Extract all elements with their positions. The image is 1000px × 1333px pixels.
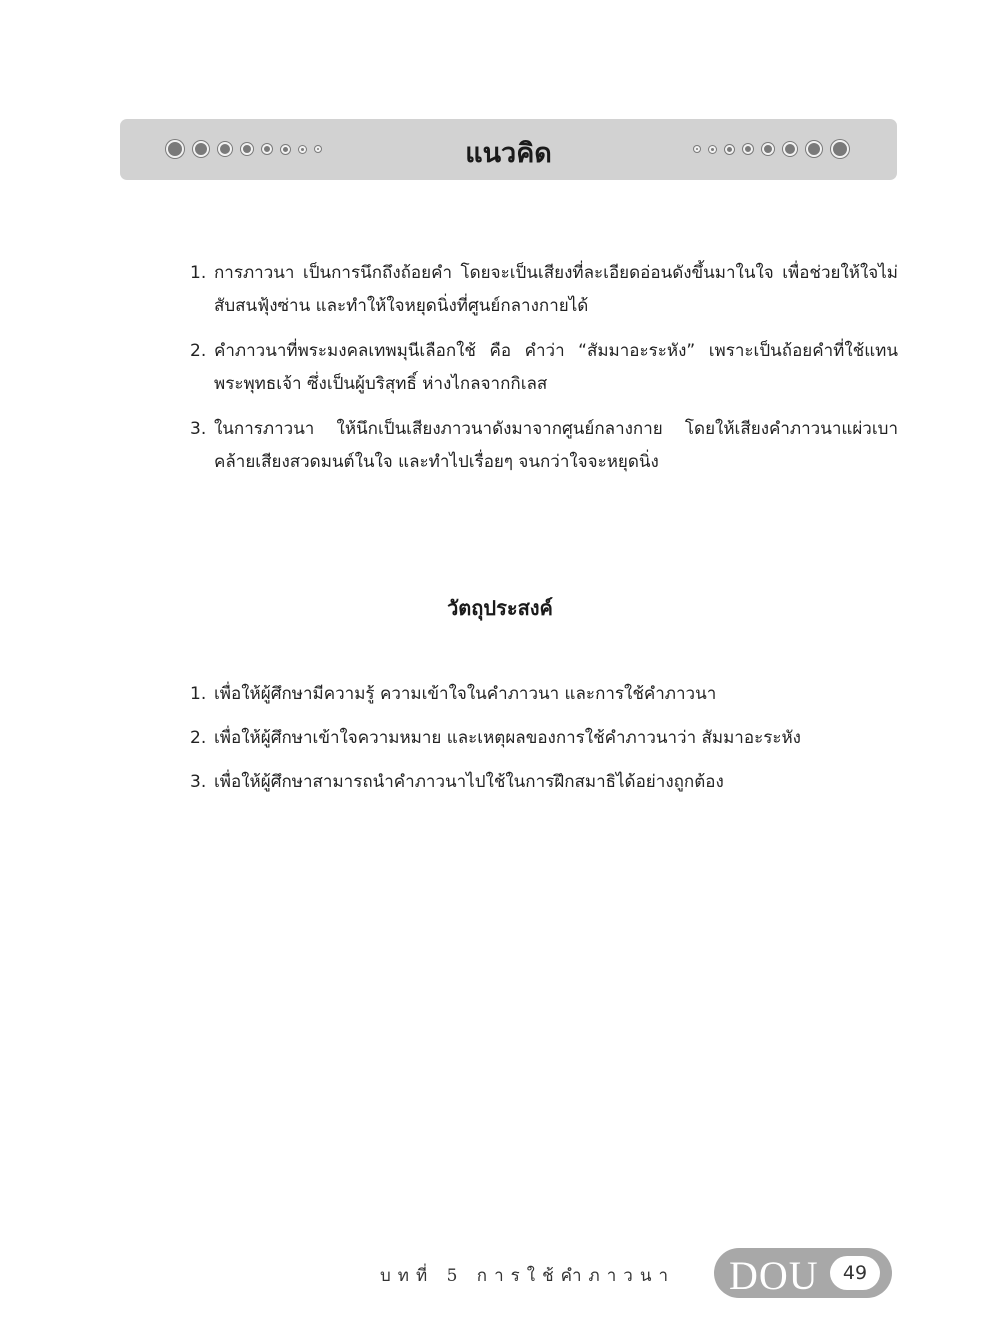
item-number: 2. (190, 728, 207, 748)
ornament-dot-icon (762, 143, 774, 155)
item-text: ในการภาวนา ให้นึกเป็นเสียงภาวนาดังมาจากศูนย์กลางกาย โดยให้เสียงคำภาวนาแผ่วเบาคล้ายเสียงสวดมนต์ในใจ และทำไปเรื่อยๆ จนกว่าใจจะหยุดนิ่ง (214, 419, 898, 472)
item-text: เพื่อให้ผู้ศึกษามีความรู้ ความเข้าใจในคำภาวนา และการใช้คำภาวนา (214, 684, 717, 704)
dou-logo: DOU (729, 1253, 819, 1298)
list-item (190, 257, 898, 323)
objectives-list (190, 678, 898, 810)
concepts-list (190, 257, 898, 491)
list-item (190, 413, 898, 479)
banner-dots-right (685, 139, 849, 159)
item-text: เพื่อให้ผู้ศึกษาเข้าใจความหมาย และเหตุผลของการใช้คำภาวนาว่า สัมมาอะระหัง (214, 728, 801, 748)
footer-chapter-title: บทที่ 5 การใช้คำภาวนา (379, 1266, 675, 1286)
section-banner (120, 119, 897, 180)
item-text: การภาวนา เป็นการนึกถึงถ้อยคำ โดยจะเป็นเสียงที่ละเอียดอ่อนดังขึ้นมาในใจ เพื่อช่วยให้ใจไม่สับสนฟุ้งซ่าน และทำให้ใจหยุดนิ่งที่ศูนย์กลางกายได้ (214, 263, 898, 316)
objectives-title: วัตถุประสงค์ (447, 596, 553, 620)
footer-badge (714, 1248, 892, 1298)
page-number: 49 (830, 1256, 880, 1290)
list-item (190, 722, 898, 755)
list-item (190, 335, 898, 401)
item-number: 3. (190, 772, 207, 792)
item-text: เพื่อให้ผู้ศึกษาสามารถนำคำภาวนาไปใช้ในการฝึกสมาธิได้อย่างถูกต้อง (214, 772, 724, 792)
item-number: 1. (190, 263, 207, 283)
ornament-dot-icon (694, 146, 700, 152)
item-number: 3. (190, 419, 207, 439)
list-item (190, 766, 898, 799)
ornament-dot-icon (831, 140, 849, 158)
item-number: 2. (190, 341, 207, 361)
item-text: คำภาวนาที่พระมงคลเทพมุนีเลือกใช้ คือ คำว่า “สัมมาอะระหัง” เพราะเป็นถ้อยคำที่ใช้แทนพระพุทธเจ้า ซึ่งเป็นผู้บริสุทธิ์ ห่างไกลจากกิเลส (214, 341, 898, 394)
item-number: 1. (190, 684, 207, 704)
ornament-dot-icon (725, 145, 734, 154)
banner-title: แนวคิด (465, 138, 552, 169)
ornament-dot-icon (709, 146, 716, 153)
list-item (190, 678, 898, 711)
ornament-dot-icon (783, 142, 797, 156)
ornament-dot-icon (806, 141, 822, 157)
ornament-dot-icon (743, 144, 753, 154)
